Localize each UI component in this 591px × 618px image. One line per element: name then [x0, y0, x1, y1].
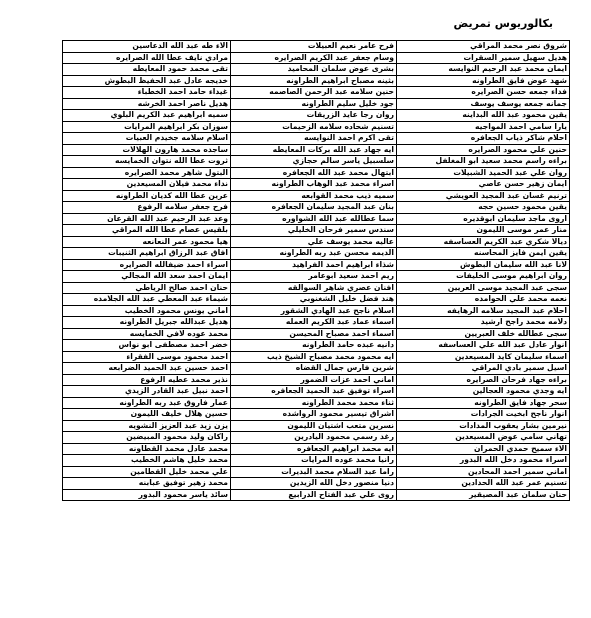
table-row — [63, 363, 570, 375]
student-name-cell: البتول شاهر محمد الصرايره — [63, 167, 231, 179]
student-name-cell: سندس سمير فرحان الخليلي — [231, 225, 397, 237]
table-row — [63, 213, 570, 225]
student-name-cell: سحر جهاد فايق الطراونه — [397, 397, 570, 409]
student-name-cell: اسراء محمد عبد الوهاب الطراونه — [231, 179, 397, 191]
student-name-cell: فرح عامر نعيم العبيلات — [231, 41, 397, 53]
student-name-cell: حنان احمد صالح الرياطي — [63, 282, 231, 294]
student-name-cell: سما عطالله عبد الله الشواوره — [231, 213, 397, 225]
student-name-cell: اسيل سمير بادي المراقي — [397, 363, 570, 375]
table-row — [63, 202, 570, 214]
table-row — [63, 432, 570, 444]
table-row — [63, 340, 570, 352]
student-name-cell: احمد حسين عبد الحميد الضرابعه — [63, 363, 231, 375]
student-name-cell: انوار ناجح ابخيت الجرادات — [397, 409, 570, 421]
student-name-cell: هديل عبدالله جبريل الطراونه — [63, 317, 231, 329]
student-name-cell: تقى اكرم احمد النوايسه — [231, 133, 397, 145]
table-row — [63, 420, 570, 432]
table-row — [63, 478, 570, 490]
student-name-cell: حسين هلال خليف الليمون — [63, 409, 231, 421]
student-name-cell: ايه محمود محمد مصباح الشيخ ذيب — [231, 351, 397, 363]
student-name-cell: غيداء حامد احمد الخطباء — [63, 87, 231, 99]
student-name-cell: هديل سهيل سمير السقرات — [397, 52, 570, 64]
student-name-cell: عمار فاروق عبد ربه الطراونه — [63, 397, 231, 409]
student-name-cell: احلام عبد المجيد سلامه الرهايفه — [397, 305, 570, 317]
table-row — [63, 489, 570, 501]
student-name-cell: روى علي عبد الفتاح الدرابيع — [231, 489, 397, 501]
student-name-cell: يقين محمود حسين حجه — [397, 202, 570, 214]
student-name-cell: نعمه محمد علي الحوامده — [397, 294, 570, 306]
table-row — [63, 64, 570, 76]
student-name-cell: الاء طه عبد الله الدعاسين — [63, 41, 231, 53]
student-name-cell: دنيا منصور دخل الله الزيدين — [231, 478, 397, 490]
student-name-cell: سجى عطالله خلف العبريين — [397, 328, 570, 340]
student-name-cell: ترنيم غسان عبد المجيد العويشي — [397, 190, 570, 202]
table-row — [63, 248, 570, 260]
student-name-cell: نذير محمد عطيه الرفوع — [63, 374, 231, 386]
student-name-cell: انوار عادل عبد الله علي العساسفه — [397, 340, 570, 352]
table-row — [63, 409, 570, 421]
student-name-cell: سميه ذيب محمد القوابعه — [231, 190, 397, 202]
student-name-cell: حنان سلمان عبد المصيقير — [397, 489, 570, 501]
table-row — [63, 156, 570, 168]
student-name-cell: شروق نصر محمد المراقي — [397, 41, 570, 53]
table-row — [63, 52, 570, 64]
student-name-cell: ديالا شكري عبد الكريم العساسفه — [397, 236, 570, 248]
student-name-cell: اروى ماجد سليمان ابوقديره — [397, 213, 570, 225]
student-name-cell: براءه جهاد فرحان الصرايره — [397, 374, 570, 386]
student-name-cell: احمد نبيل عبد القادر الزيدي — [63, 386, 231, 398]
table-row — [63, 386, 570, 398]
student-name-cell: رغد رسمي محمود اليادرين — [231, 432, 397, 444]
student-name-cell: فداء جمعه حسن الصرايره — [397, 87, 570, 99]
table-row — [63, 305, 570, 317]
student-name-cell: يزن زيد عبد العزيز النشويه — [63, 420, 231, 432]
student-name-cell: رانيا محمد عوده المرايات — [231, 455, 397, 467]
student-name-cell: عرين عطا الله كديان الطراونه — [63, 190, 231, 202]
student-name-cell: وسام جعفر عبد الكريم الصرايره — [231, 52, 397, 64]
student-name-cell: بلقيس عصام عطا الله المراقي — [63, 225, 231, 237]
student-name-cell: اسراء توفيق عبد الحميد الجعافره — [231, 386, 397, 398]
student-name-cell: هيا محمود عمر النعانعه — [63, 236, 231, 248]
student-name-cell: ريم احمد سعيد ابوعامر — [231, 271, 397, 283]
table-row — [63, 294, 570, 306]
table-row — [63, 41, 570, 53]
student-name-cell: روان ابراهيم موسى الخليفات — [397, 271, 570, 283]
student-name-cell: نسرين متعب اشتيان الليمون — [231, 420, 397, 432]
student-name-cell: روان رجا عايد الزريقات — [231, 110, 397, 122]
student-name-cell: عاليه محمد يوسف علي — [231, 236, 397, 248]
student-name-cell: ساجده محمد هارون الهلالات — [63, 144, 231, 156]
names-table-body — [63, 41, 570, 501]
table-row — [63, 98, 570, 110]
table-row — [63, 144, 570, 156]
student-name-cell: محمد زهير توفيق عبابنه — [63, 478, 231, 490]
student-name-cell: محمد خليل هاشم الخطيب — [63, 455, 231, 467]
student-name-cell: سوزان بكر ابراهيم المرايات — [63, 121, 231, 133]
student-name-cell: اماني احمد عزات الضمور — [231, 374, 397, 386]
student-name-cell: ابتهال محمد عبد الله الجعافره — [231, 167, 397, 179]
student-name-cell: احلام شاكر ذياب الجعافره — [397, 133, 570, 145]
student-name-cell: ايه وجدي محمود العجالين — [397, 386, 570, 398]
student-name-cell: اماني يونس محمود الخطيب — [63, 305, 231, 317]
student-name-cell: يقين ايمن فايز المحاسنه — [397, 248, 570, 260]
student-name-cell: ايمان زهير حسن عاصي — [397, 179, 570, 191]
student-name-cell: يارا سامي احمد المواجيه — [397, 121, 570, 133]
table-row — [63, 87, 570, 99]
student-name-cell: نيرمين بشار يعقوب المدادات — [397, 420, 570, 432]
student-name-cell: ايمان احمد سعد الله المجالي — [63, 271, 231, 283]
table-row — [63, 455, 570, 467]
student-name-cell: اماني سمير احمد المحادين — [397, 466, 570, 478]
student-name-cell: احمد محمود موسى الفقراء — [63, 351, 231, 363]
table-row — [63, 271, 570, 283]
student-name-cell: يقين محمود عبد الله البداينه — [397, 110, 570, 122]
student-name-cell: اسراء محمود دخل الله البدور — [397, 455, 570, 467]
table-row — [63, 236, 570, 248]
table-row — [63, 259, 570, 271]
student-name-cell: اشراق تيسير محمود الرواشده — [231, 409, 397, 421]
student-name-cell: دلامه محمد راجح ارشيد — [397, 317, 570, 329]
student-name-cell: علي محمد خليل القطامين — [63, 466, 231, 478]
student-name-cell: الديمه محسن عبد ربه الطراونه — [231, 248, 397, 260]
table-row — [63, 328, 570, 340]
student-name-cell: جود خليل سليم الطراونه — [231, 98, 397, 110]
table-row — [63, 121, 570, 133]
student-name-cell: ايه محمد ابراهيم الجعافره — [231, 443, 397, 455]
student-name-cell: راكان وليد محمود المبيضين — [63, 432, 231, 444]
student-name-cell: دانيه عبده حامد الطراونه — [231, 340, 397, 352]
student-name-cell: سجى عبد المجيد موسى العريين — [397, 282, 570, 294]
table-row — [63, 110, 570, 122]
student-name-cell: الاء سميح حمدي الحمران — [397, 443, 570, 455]
student-name-cell: ثناء محمد محمد الطراونه — [231, 397, 397, 409]
student-name-cell: تسنيم عمر عبد الله الحدادين — [397, 478, 570, 490]
student-name-cell: ثروت عطا الله نتوان الخمايسه — [63, 156, 231, 168]
student-name-cell: شرين فارس جمال القضاه — [231, 363, 397, 375]
names-table — [62, 40, 570, 501]
student-name-cell: تهاني سامي عوض المسيعدين — [397, 432, 570, 444]
table-row — [63, 317, 570, 329]
student-name-cell: افنان عصري شاهر السوالقه — [231, 282, 397, 294]
table-row — [63, 179, 570, 191]
table-row — [63, 282, 570, 294]
table-row — [63, 397, 570, 409]
student-name-cell: حنين علي محمود الصرايره — [397, 144, 570, 156]
student-name-cell: اسلام سلامه جخيدم العبيات — [63, 133, 231, 145]
student-name-cell: روان علي عبد الحميد الشبيلات — [397, 167, 570, 179]
student-name-cell: منار عمر موسى الليمون — [397, 225, 570, 237]
table-row — [63, 225, 570, 237]
student-name-cell: هديل ناصر احمد الخرشه — [63, 98, 231, 110]
student-name-cell: تقى محمد حمود المعايطه — [63, 64, 231, 76]
student-name-cell: بثينه مصباح ابراهيم الطراونه — [231, 75, 397, 87]
student-name-cell: فرح جعفر سلامه الرفوع — [63, 202, 231, 214]
student-name-cell: افاق عبد الرزاق ابراهيم الثنيبات — [63, 248, 231, 260]
document-heading: بكالوريوس تمريض — [453, 17, 553, 30]
student-name-cell: سميه ابراهيم عبد الكريم البلوي — [63, 110, 231, 122]
student-name-cell: حنين سلامه عبد الرحمن الصاصمه — [231, 87, 397, 99]
student-name-cell: محمد عوده لافي الخمايسه — [63, 328, 231, 340]
student-name-cell: لانا عبد الله سليمان البطوش — [397, 259, 570, 271]
student-name-cell: سلسبيل ياسر سالم حجازي — [231, 156, 397, 168]
student-name-cell: نداء محمد فيلان المسيعدين — [63, 179, 231, 191]
table-row — [63, 190, 570, 202]
student-name-cell: شذاء ابراهيم احمد الفراهيد — [231, 259, 397, 271]
student-name-cell: ايه جهاد عبد الله بركات المعايطه — [231, 144, 397, 156]
student-name-cell: بنان عبد المجيد سليمان الجعافره — [231, 202, 397, 214]
student-name-cell: اسلام ناجح عبد الهادي الشقور — [231, 305, 397, 317]
student-name-cell: هند فضل خليل الشغنوبي — [231, 294, 397, 306]
table-row — [63, 443, 570, 455]
table-row — [63, 466, 570, 478]
table-row — [63, 374, 570, 386]
student-name-cell: جمانه جمعه يوسف يوسف — [397, 98, 570, 110]
student-name-cell: مرادي نايف عطا الله الصرايره — [63, 52, 231, 64]
student-name-cell: سائد ياسر محمود البدور — [63, 489, 231, 501]
student-name-cell: وعد عبد الرحيم عبد الله القرعان — [63, 213, 231, 225]
student-name-cell: شهد عوض فايق الطراونه — [397, 75, 570, 87]
student-name-cell: محمد عادل محمد القطاونه — [63, 443, 231, 455]
student-name-cell: خضر احمد مصطفى ابو نواس — [63, 340, 231, 352]
student-name-cell: اسماء احمد مصباح المحيسن — [231, 328, 397, 340]
student-name-cell: راما عبد السلام محمد البديرات — [231, 466, 397, 478]
student-name-cell: اسراء احمد ضيفالله الصرايره — [63, 259, 231, 271]
student-name-cell: ايمان محمد عبد الرحيم النوايسه — [397, 64, 570, 76]
student-name-cell: براءه راسم محمد سعيد ابو المغلفل — [397, 156, 570, 168]
student-name-cell: شيماء عبد المعطي عبد الله الجلامده — [63, 294, 231, 306]
student-name-cell: اسماء عماد عبد الكريم العمله — [231, 317, 397, 329]
student-name-cell: تسنيم شحاده سلامه الزحيمات — [231, 121, 397, 133]
table-row — [63, 75, 570, 87]
table-row — [63, 133, 570, 145]
table-row — [63, 167, 570, 179]
table-row — [63, 351, 570, 363]
student-name-cell: اسماء سليمان كايد المسيعدين — [397, 351, 570, 363]
student-name-cell: خديجه عادل عبد الحفيظ البطوش — [63, 75, 231, 87]
student-name-cell: بشرى عوض سلمان المحاميد — [231, 64, 397, 76]
